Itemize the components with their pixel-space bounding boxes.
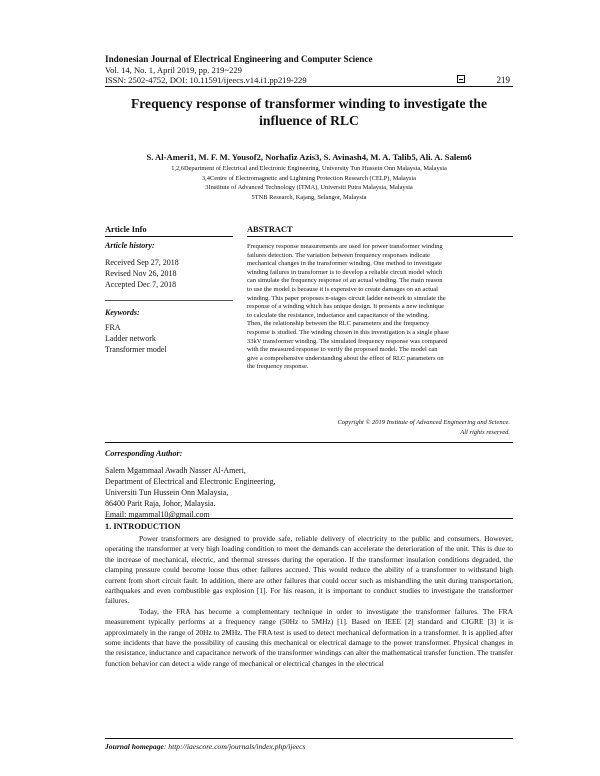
history-heading: Article history: (105, 241, 155, 250)
abstract-line: give a comprehensive understanding about the effect of RLC parameters on (247, 354, 444, 362)
abstract-body (247, 243, 510, 372)
journal-name: Indonesian Journal of Electrical Engineering and Computer Science (105, 54, 373, 64)
header-rule (105, 86, 513, 87)
abstract-end-rule (105, 442, 513, 443)
keyword: Ladder network (105, 334, 156, 343)
abstract-line: response is studied. The winding chosen in this investigation is a single phase (247, 328, 449, 336)
title-line: influence of RLC (259, 113, 359, 128)
abstract-line: with the measured response to verify the proposed model. The model can (247, 346, 438, 354)
abstract-line: Frequency response measurements are used for power transformer winding (247, 243, 443, 250)
copyright-line: Copyright © 2019 Institute of Advanced Engineering and Science. (337, 419, 510, 426)
corresponding-dept: Department of Electrical and Electronic Engineering, (105, 477, 276, 486)
journal-homepage (105, 742, 306, 751)
corresponding-heading: Corresponding Author: (105, 449, 183, 458)
intro-paragraph-1: Power transformers are designed to provide safe, reliable delivery of electricity to the public and consumers. However, operating the transformer at very high loading condition to meet the demands can accelerate the deterioration of the unit. This is due to the increase of mechanical, electric, and thermal stresses during the operation. If the transformer insulation conditions degraded, the clamping pressure could become loose thus other failures accrued. This would reduce the ability of a transformer to withstand high current from short circuit fault. In addition, there are other failures that could occur such as mishandling the unit during transportation, earthquakes and even combustible gas explosion [1]. For his reason, it is important to conduct studies to investigate the transformer failures. (105, 534, 513, 606)
affiliation: 1,2,6Department of Electrical and Electronic Engineering, University Tun Hussein Onn Malaysia, Malaysia (171, 165, 447, 172)
abstract-line: can simulate the frequency response of an actual winding. The main reason (247, 277, 443, 285)
corresponding-name: Salem Mgammaal Awadh Nasser Al-Ameri, (105, 466, 246, 475)
abstract-line: Then, the relationship between the RLC parameters and the frequency (247, 320, 430, 328)
abstract-rule (247, 236, 513, 237)
affiliation: 3,4Centre of Electromagnetic and Lightning Protection Research (CELP), Malaysia (201, 174, 417, 182)
title-line: Frequency response of transformer winding to investigate the (130, 96, 488, 111)
affiliation: 3Institute of Advanced Technology (ITMA), Universiti Putra Malaysia, Malaysia (205, 184, 413, 192)
page-box-icon (457, 75, 465, 83)
paper-title (105, 95, 513, 129)
homepage-label: Journal homepage (105, 742, 164, 751)
footer-rule (105, 738, 513, 739)
article-info-rule (105, 236, 233, 237)
affiliation: 5TNB Research, Kajang, Selangor, Malaysia (251, 194, 367, 202)
rights-line: All rights reserved. (460, 429, 510, 436)
abstract-line: the frequency response. (247, 363, 309, 371)
abstract-line: response of a winding which has unique design. It presents a new technique (247, 303, 444, 311)
history-revised: Revised Nov 26, 2018 (105, 269, 177, 278)
abstract-line: to calculate the resistance, inductance and capacitance of the winding. (247, 311, 430, 319)
keyword: Transformer model (105, 345, 167, 354)
abstract-label: ABSTRACT (247, 225, 293, 234)
keyword: FRA (105, 323, 121, 332)
volume-info: Vol. 14, No. 1, April 2019, pp. 219~229 (105, 65, 242, 75)
corresponding-address: 86400 Parit Raja, Johor, Malaysia. (105, 499, 216, 508)
abstract-line: failures detection. The variation between frequency responses indicate (247, 251, 430, 259)
section-heading-introduction: 1. INTRODUCTION (105, 522, 181, 531)
affiliations (105, 164, 513, 203)
history-received: Received Sep 27, 2018 (105, 258, 179, 267)
article-info-label: Article Info (105, 225, 147, 234)
history-accepted: Accepted Dec 7, 2018 (105, 280, 177, 289)
history-divider (105, 300, 233, 301)
page-number: 219 (496, 75, 510, 85)
keywords-heading: Keywords: (105, 308, 140, 317)
intro-paragraph-2: Today, the FRA has become a complementary technique in order to investigate the transformer failures. The FRA measurement typically performs at a frequency range (50Hz to 5MHz) [1]. Based on IEEE [2] standard and CIGRE [3] it is approximately in the range of 20Hz to 2MHz. The FRA test is used to detect mechanical deformation in a transformer. It is applied after some incidents that have the possibility of causing this mechanical or electrical damage to the power transformer. Physical changes in the resistance, inductance and capacitance network of the transformer windings can alter the mathematical transfer function. The transfer function behavior can detect a wide range of mechanical or electrical changes in the electrical (105, 606, 513, 668)
issn-doi: ISSN: 2502-4752, DOI: 10.11591/ijeecs.v14.i1.pp219-229 (105, 75, 307, 85)
abstract-line: 33kV transformer winding. The simulated frequency response was compared (247, 337, 448, 345)
abstract-line: winding. This paper proposes n-stages circuit ladder network to simulate the (247, 294, 446, 302)
abstract-line: winding failures in transformer is to develop a reliable circuit model which (247, 268, 443, 276)
homepage-url[interactable]: : http://iaescore.com/journals/index.php/ijeecs (163, 742, 306, 751)
corresponding-end-rule (105, 518, 513, 519)
author-list: S. Al-Ameri1, M. F. M. Yousof2, Norhafiz Azis3, S. Avinash4, M. A. Talib5, Ali. A. Salem6 (146, 152, 472, 162)
abstract-line: mechanical changes in the transformer winding. One method to investigate (247, 260, 442, 268)
abstract-line: to use the model is because it is expensive to create damages on an actual (247, 285, 438, 293)
corresponding-univ: Universiti Tun Hussein Onn Malaysia, (105, 488, 229, 497)
corresponding-email: Email: mgammal10@gmail.com (105, 510, 210, 519)
intro-body (105, 534, 513, 669)
